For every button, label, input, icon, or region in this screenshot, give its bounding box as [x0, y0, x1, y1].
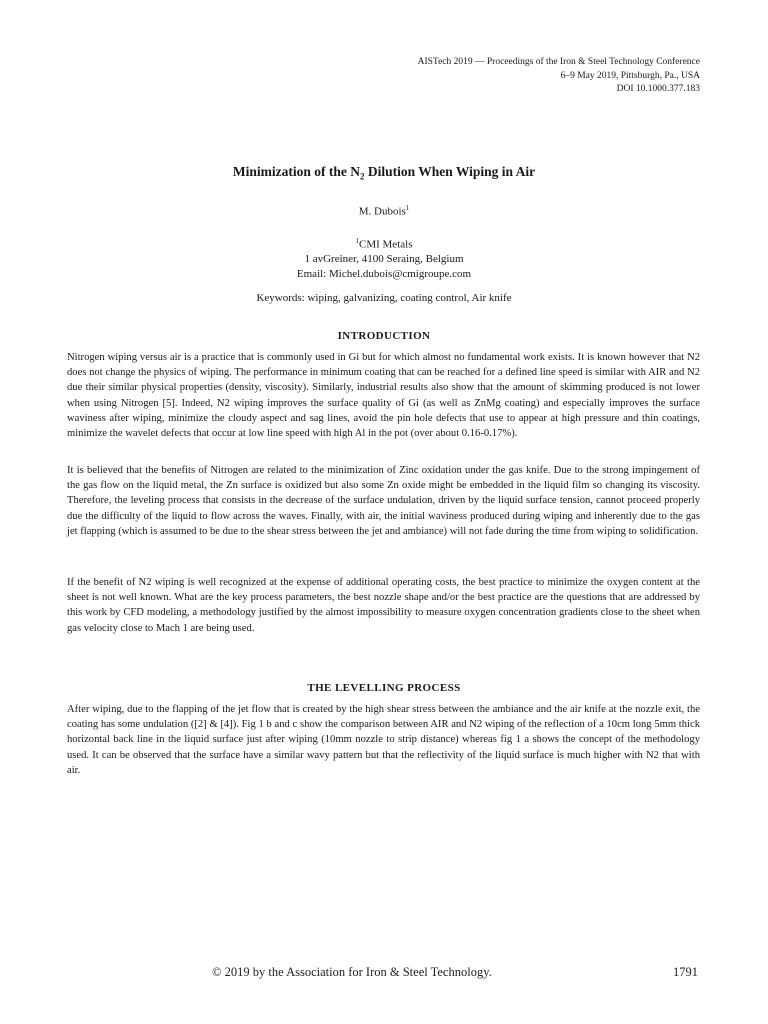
intro-paragraph-2: It is believed that the benefits of Nitrogen are related to the minimization of Zinc oxidation under the gas knife. Due to the strong impingement of the gas flow on the liquid metal, the Zn surface is oxidized but also some Zn oxide might be embedded in the liquid film so changing its viscosity. Therefore, the leveling process that consists in the decrease of the surface undulation, driven by the liquid surface tension, cannot proceed properly due the difficulty of the liquid to flow across the waves. Finally, with air, the initial waviness produced during wiping and inherently due to the gas jet flapping (which is assumed to be due to the shear stress between the jet and ambiance) will not fade during the time from wiping to solidification.: [67, 465, 700, 537]
affiliation-email: Email: Michel.dubois@cmigroupe.com: [296, 267, 472, 280]
affiliation-address: 1 avGreiner, 4100 Seraing, Belgium: [304, 253, 464, 266]
intro-paragraph-3: If the benefit of N2 wiping is well recognized at the expense of additional operating costs, the best practice to minimize the oxygen content at the sheet is not well known. What are the key process parameters, the best nozzle shape and/or the best practice are the questions that are addressed by this work by CFD modeling, a methodology justified by the almost impossibility to measure oxygen concentration gradients close to the sheet when gas velocity close to Mach 1 are being used.: [67, 577, 700, 634]
levelling-paragraph-1: After wiping, due to the flapping of the jet flow that is created by the high shear stress between the ambiance and the air knife at the nozzle exit, the coating has some undulation ([2] & [4]). Fig 1 b and c show the comparison between AIR and N2 wiping of the reflection of a 10cm long 5mm thick horizontal back line in the liquid surface just after wiping (10mm nozzle to strip distance) whereas fig 1 a shows the concept of the methodology used. It can be observed that the surface have a similar wavy pattern but that the reflectivity of the liquid surface is much higher with N2 that with air.: [67, 704, 700, 776]
intro-paragraph-1: Nitrogen wiping versus air is a practice that is commonly used in Gi but for which almost no fundamental work exists. It is known however that N2 does not change the physics of wiping. The performance in minimum coating that can be reached for a defined line speed is similar with AIR and N2 due their similar physical properties (density, viscosity). Similarly, industrial results also show that the amount of skimming produced is not lower when using Nitrogen [5]. Indeed, N2 wiping improves the surface quality of Gi (as well as ZnMg coating) and especially improves the surface waviness after wiping, minimize the cloudy aspect and sag lines, avoid the pin hole defects that use to appear at high pressure and thin coatings, minimize the wavelet defects that occur at low line speed with high Al in the pot (over about 0.16-0.17%).: [67, 352, 700, 440]
conference-dates: 6–9 May 2019, Pittsburgh, Pa., USA: [560, 70, 700, 81]
paper-title: Minimization of the $N_2$ Dilution When Wiping in Air: [232, 164, 536, 182]
keywords: Keywords: wiping, galvanizing, coating control, Air knife: [256, 292, 512, 304]
author: M. Dubois$^1$: [358, 204, 410, 218]
doi: DOI 10.1000.377.183: [616, 84, 700, 94]
affiliation-org: $^1$CMI Metals: [355, 237, 413, 251]
affiliation: [0, 234, 768, 281]
conference-name: AISTech 2019 — Proceedings of the Iron & Steel Technology Conference: [417, 57, 700, 67]
page-number: 1791: [673, 965, 698, 979]
section-heading-levelling: THE LEVELLING PROCESS: [307, 682, 461, 694]
section-heading-introduction: INTRODUCTION: [337, 330, 431, 342]
conference-header: [418, 56, 700, 97]
footer-copyright: © 2019 by the Association for Iron & Steel Technology.: [212, 965, 492, 979]
